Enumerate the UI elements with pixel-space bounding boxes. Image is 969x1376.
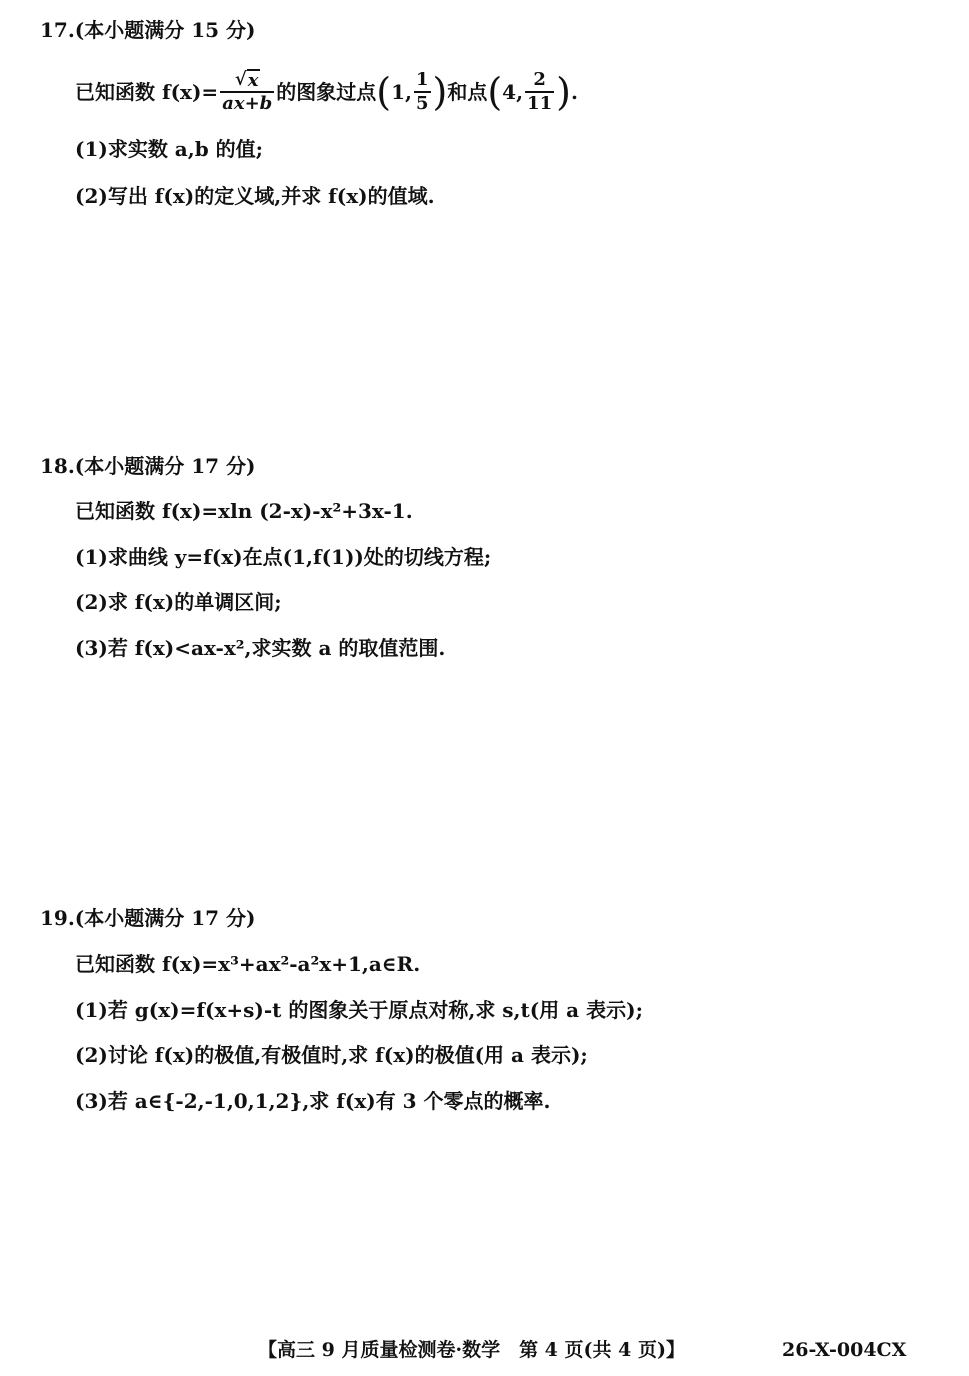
question-19-header: 19.(本小题满分 17 分) [40, 906, 256, 930]
q17-point1-fraction: $\frac{1}{5}$ [415, 69, 429, 114]
q17-point1-x: 1, [391, 80, 412, 104]
q17-stem-end: . [570, 80, 578, 104]
question-18-part-2: (2)求 f(x)的单调区间; [75, 590, 282, 614]
exam-code: 26-X-004CX [782, 1339, 907, 1361]
q17-function-fraction [220, 69, 274, 115]
q17-stem-and: 和点 [447, 80, 488, 104]
q17-point2-x: 4, [502, 80, 524, 104]
question-18-stem: 已知函数 f(x)=xln (2-x)-x²+3x-1. [75, 499, 413, 523]
question-19-part-2: (2)讨论 f(x)的极值,有极值时,求 f(x)的极值(用 a 表示); [75, 1043, 588, 1067]
q17-point2-fraction: $\frac{2}{11}$ [527, 69, 553, 114]
page-footer: 【高三 9 月质量检测卷·数学 第 4 页(共 4 页)】 [258, 1339, 685, 1361]
q17-sqrt-numerator: √ x [234, 69, 259, 91]
question-17-header: 17.(本小题满分 15 分) [40, 18, 256, 42]
question-19-part-1: (1)若 g(x)=f(x+s)-t 的图象关于原点对称,求 s,t(用 a 表示); [75, 998, 643, 1022]
question-17-part-2: (2)写出 f(x)的定义域,并求 f(x)的值域. [75, 184, 435, 208]
question-17-stem: 已知函数 f(x)= √ x ax+b 的图象过点 ( 1, $\frac{1}{5}$ ) 和点 ( 4, $\frac{2}{11}$ ) . [75, 69, 578, 114]
question-18-part-1: (1)求曲线 y=f(x)在点(1,f(1))处的切线方程; [75, 545, 492, 569]
question-18-header: 18.(本小题满分 17 分) [40, 454, 256, 478]
question-17-part-1: (1)求实数 a,b 的值; [75, 137, 264, 161]
question-19-stem: 已知函数 f(x)=x³+ax²-a²x+1,a∈R. [75, 952, 421, 976]
question-18-part-3: (3)若 f(x)<ax-x²,求实数 a 的取值范围. [75, 636, 446, 660]
q17-denominator: ax+b [222, 93, 273, 114]
question-19-part-3: (3)若 a∈{-2,-1,0,1,2},求 f(x)有 3 个零点的概率. [75, 1089, 551, 1113]
q17-stem-prefix: 已知函数 f(x)= [75, 80, 219, 104]
q17-stem-mid: 的图象过点 [276, 80, 377, 104]
